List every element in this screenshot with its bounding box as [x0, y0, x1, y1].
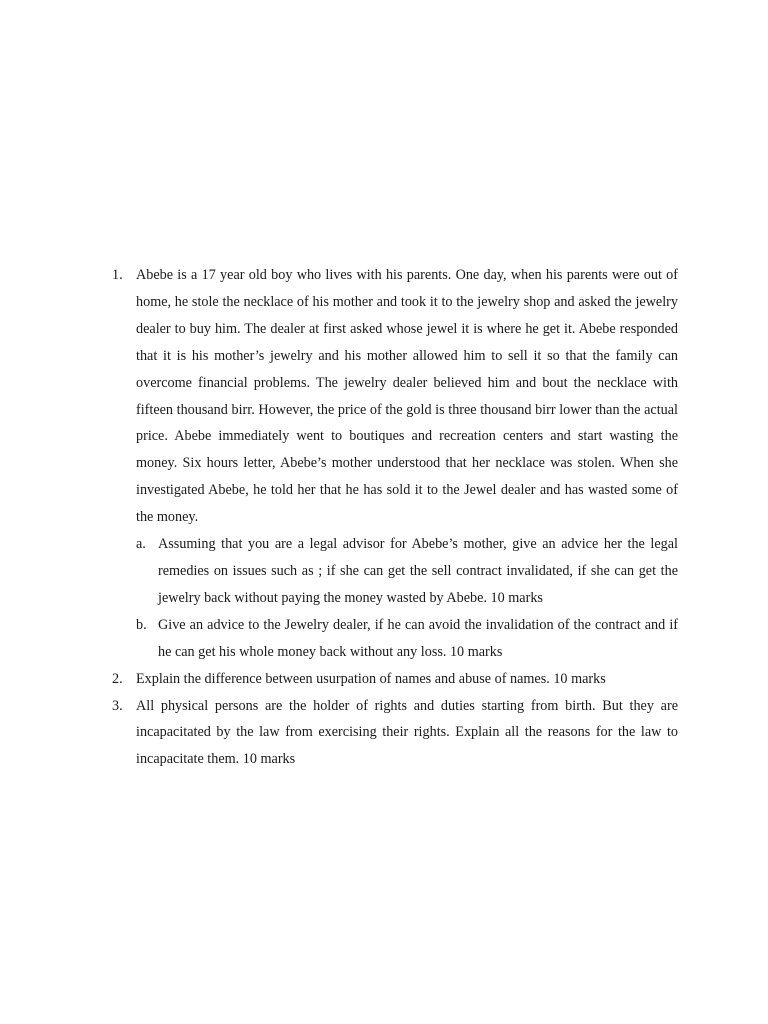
question-2 [112, 666, 678, 693]
question-3 [112, 693, 678, 774]
subquestion-a [136, 531, 678, 612]
question-text: Abebe is a 17 year old boy who lives with his parents. One day, when his parents were out of home, he stole the necklace of his mother and took it to the jewelry shop and asked the jewelry dealer to buy him. The dealer at first asked whose jewel it is where he get it. Abebe responded that it is his mother’s jewelry and his mother allowed him to sell it so that the family can overcome financial problems. The jewelry dealer believed him and bout the necklace with fifteen thousand birr. However, the price of the gold is three thousand birr lower than the actual price. Abebe immediately went to boutiques and recreation centers and start wasting the money. Six hours letter, Abebe’s mother understood that her necklace was stolen. When she investigated Abebe, he told her that he has sold it to the Jewel dealer and has wasted some of the money. [136, 267, 678, 526]
question-text: Explain the difference between usurpation of names and abuse of names. 10 marks [136, 670, 606, 687]
subquestion-label: a. [136, 536, 146, 553]
question-number: 3. [112, 697, 123, 714]
question-list [112, 262, 678, 773]
subquestion-label: b. [136, 616, 147, 633]
subquestion-text: Give an advice to the Jewelry dealer, if he can avoid the invalidation of the contract and if he can get his whole money back without any loss. 10 marks [158, 616, 678, 660]
subquestion-b [136, 612, 678, 666]
question-1-subitems [136, 531, 678, 666]
question-text: All physical persons are the holder of rights and duties starting from birth. But they are incapacitated by the law from exercising their rights. Explain all the reasons for the law to incapacitate them. 10 marks [136, 697, 678, 768]
question-number: 1. [112, 267, 123, 283]
subquestion-text: Assuming that you are a legal advisor for Abebe’s mother, give an advice her the legal remedies on issues such as ; if she can get the sell contract invalidated, if she can get the jewelry back without paying the money wasted by Abebe. 10 marks [158, 536, 678, 606]
question-number: 2. [112, 670, 123, 687]
question-1 [112, 262, 678, 666]
